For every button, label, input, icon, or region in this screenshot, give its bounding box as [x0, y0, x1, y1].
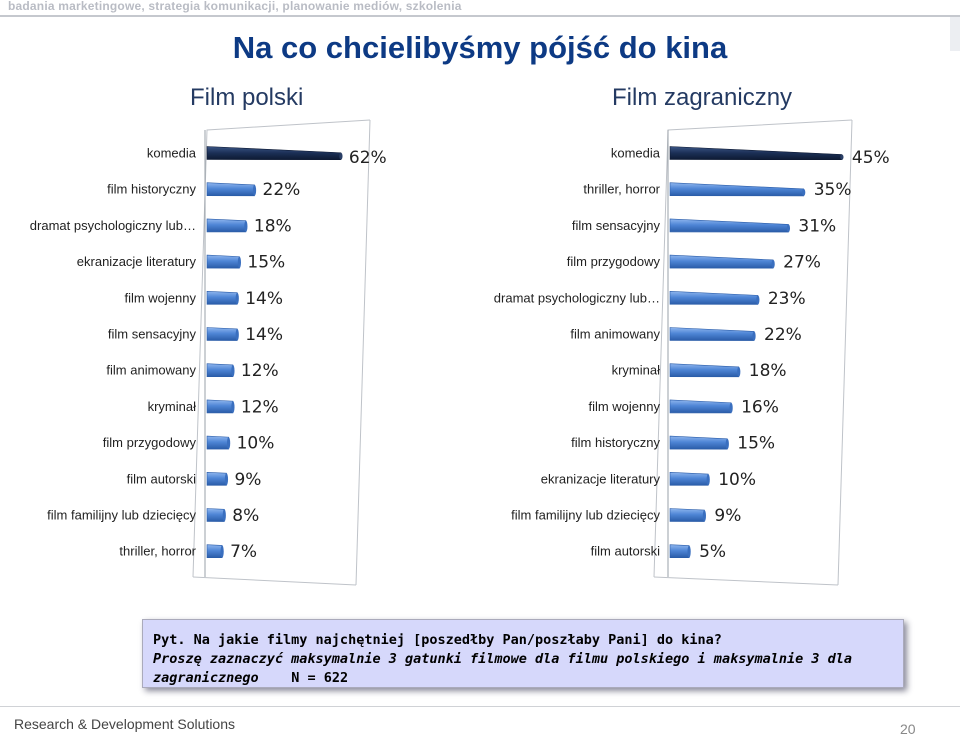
- bar-cap-zagraniczny-0: [840, 154, 843, 159]
- bar-zagraniczny-11: [670, 545, 689, 558]
- value-label-zagraniczny-6: 18%: [748, 361, 787, 382]
- bar-cap-polski-1: [253, 185, 256, 196]
- bar-cap-polski-0: [339, 153, 342, 160]
- value-label-zagraniczny-10: 9%: [714, 506, 742, 526]
- bar-cap-polski-5: [236, 329, 239, 341]
- bar-cap-zagraniczny-5: [752, 331, 755, 340]
- value-label-polski-7: 12%: [240, 397, 279, 418]
- bar-polski-7: [207, 400, 233, 413]
- top-banner-text: badania marketingowe, strategia komunikacji, planowanie mediów, szkolenia: [8, 0, 462, 13]
- bar-zagraniczny-0: [670, 147, 842, 160]
- category-label-polski-7: kryminał: [147, 398, 196, 414]
- bar-polski-0: [207, 147, 341, 160]
- bar-polski-6: [207, 364, 233, 377]
- category-label-zagraniczny-2: film sensacyjny: [571, 217, 660, 233]
- bar-polski-1: [207, 183, 255, 196]
- category-label-zagraniczny-1: thriller, horror: [583, 181, 660, 197]
- value-label-polski-0: 62%: [348, 148, 387, 168]
- value-label-polski-1: 22%: [262, 180, 301, 201]
- value-label-zagraniczny-5: 22%: [764, 325, 802, 345]
- category-label-zagraniczny-9: ekranizacje literatury: [540, 471, 660, 487]
- bar-cap-polski-7: [231, 401, 234, 413]
- value-label-polski-5: 14%: [245, 325, 284, 345]
- bar-cap-polski-9: [225, 473, 228, 485]
- category-label-zagraniczny-5: film animowany: [570, 326, 660, 342]
- bar-cap-polski-10: [223, 509, 226, 521]
- bar-zagraniczny-10: [670, 509, 704, 522]
- category-label-zagraniczny-7: film wojenny: [588, 398, 660, 414]
- category-label-zagraniczny-3: film przygodowy: [566, 254, 660, 270]
- category-label-zagraniczny-4: dramat psychologiczny lub…: [493, 290, 660, 306]
- value-label-zagraniczny-9: 10%: [718, 469, 756, 490]
- value-label-zagraniczny-0: 45%: [851, 148, 890, 168]
- value-label-polski-6: 12%: [240, 361, 279, 382]
- value-label-polski-10: 8%: [232, 506, 260, 526]
- bar-zagraniczny-5: [670, 328, 754, 341]
- bar-cap-zagraniczny-11: [688, 546, 691, 558]
- bar-cap-zagraniczny-4: [756, 295, 759, 304]
- bar-cap-polski-11: [221, 545, 224, 557]
- left-chart-title: Film polski: [190, 84, 304, 111]
- value-label-zagraniczny-2: 31%: [798, 216, 837, 237]
- instruction-text: Proszę zaznaczyć maksymalnie 3 gatunki filmowe dla filmu polskiego i maksymalnie 3 dla zagranicznego: [153, 651, 852, 686]
- bar-zagraniczny-1: [670, 183, 804, 196]
- category-label-zagraniczny-11: film autorski: [590, 543, 660, 559]
- bar-cap-polski-8: [227, 437, 230, 449]
- frame-floor-zagraniczny: [654, 577, 838, 585]
- category-label-polski-11: thriller, horror: [119, 543, 196, 559]
- value-label-polski-2: 18%: [253, 216, 292, 237]
- question-text: Pyt. Na jakie filmy najchętniej [poszedłby Pan/poszłaby Pani] do kina?: [153, 632, 722, 648]
- category-label-polski-3: ekranizacje literatury: [76, 254, 196, 270]
- bar-polski-4: [207, 291, 237, 304]
- bar-polski-9: [207, 472, 226, 485]
- value-label-zagraniczny-1: 35%: [813, 180, 852, 201]
- category-label-polski-1: film historyczny: [107, 181, 196, 197]
- chart-film-zagraniczny: [494, 120, 890, 585]
- category-label-polski-6: film animowany: [106, 362, 196, 378]
- category-label-polski-9: film autorski: [126, 471, 196, 487]
- value-label-polski-9: 9%: [234, 469, 262, 490]
- page-number: 20: [900, 721, 916, 737]
- category-label-polski-10: film familijny lub dziecięcy: [47, 507, 196, 523]
- bar-zagraniczny-9: [670, 472, 708, 485]
- value-label-zagraniczny-8: 15%: [737, 433, 776, 454]
- bar-polski-2: [207, 219, 246, 232]
- category-label-polski-8: film przygodowy: [102, 435, 196, 451]
- right-chart-title: Film zagraniczny: [612, 84, 793, 111]
- chart-film-polski: [30, 120, 387, 585]
- value-label-zagraniczny-7: 16%: [741, 397, 779, 418]
- value-label-polski-4: 14%: [245, 288, 284, 309]
- bar-cap-zagraniczny-2: [787, 224, 790, 232]
- bar-cap-polski-6: [231, 365, 234, 377]
- bar-cap-zagraniczny-8: [726, 439, 729, 449]
- bar-cap-zagraniczny-9: [707, 474, 710, 485]
- bar-zagraniczny-3: [670, 255, 773, 268]
- bar-cap-zagraniczny-10: [703, 510, 706, 521]
- question-note: [142, 619, 904, 688]
- category-label-polski-5: film sensacyjny: [107, 326, 196, 342]
- bar-polski-5: [207, 328, 237, 341]
- bar-cap-polski-2: [244, 221, 247, 232]
- bar-cap-polski-4: [236, 293, 239, 305]
- frame-right-polski: [356, 120, 370, 585]
- bar-zagraniczny-4: [670, 291, 758, 304]
- category-label-polski-0: komedia: [146, 145, 196, 161]
- category-label-polski-4: film wojenny: [124, 290, 196, 306]
- bar-zagraniczny-2: [670, 219, 788, 232]
- bar-cap-zagraniczny-3: [772, 260, 775, 268]
- bar-polski-3: [207, 255, 239, 268]
- bar-zagraniczny-6: [670, 364, 739, 377]
- category-label-zagraniczny-8: film historyczny: [571, 435, 660, 451]
- category-label-polski-2: dramat psychologiczny lub…: [29, 217, 196, 233]
- value-label-polski-3: 15%: [247, 252, 286, 273]
- bar-cap-polski-3: [238, 257, 241, 269]
- value-label-polski-11: 7%: [230, 542, 258, 563]
- bar-cap-zagraniczny-1: [802, 189, 805, 196]
- value-label-zagraniczny-3: 27%: [783, 252, 821, 273]
- sample-size: N = 622: [291, 670, 349, 686]
- footer-divider: [0, 706, 960, 707]
- bar-cap-zagraniczny-7: [730, 403, 733, 413]
- category-label-zagraniczny-10: film familijny lub dziecięcy: [511, 507, 660, 523]
- value-label-zagraniczny-4: 23%: [767, 288, 806, 309]
- bar-polski-10: [207, 509, 224, 522]
- bar-zagraniczny-7: [670, 400, 731, 413]
- bar-polski-11: [207, 545, 222, 558]
- category-label-zagraniczny-6: kryminał: [611, 362, 660, 378]
- value-label-zagraniczny-11: 5%: [699, 542, 727, 563]
- value-label-polski-8: 10%: [236, 433, 275, 454]
- bar-polski-8: [207, 436, 229, 449]
- page-title: Na co chcielibyśmy pójść do kina: [232, 30, 728, 65]
- bar-zagraniczny-8: [670, 436, 727, 449]
- category-label-zagraniczny-0: komedia: [610, 145, 660, 161]
- bar-cap-zagraniczny-6: [737, 367, 740, 377]
- company-name: Research & Development Solutions: [14, 716, 236, 732]
- frame-floor-polski: [193, 577, 356, 585]
